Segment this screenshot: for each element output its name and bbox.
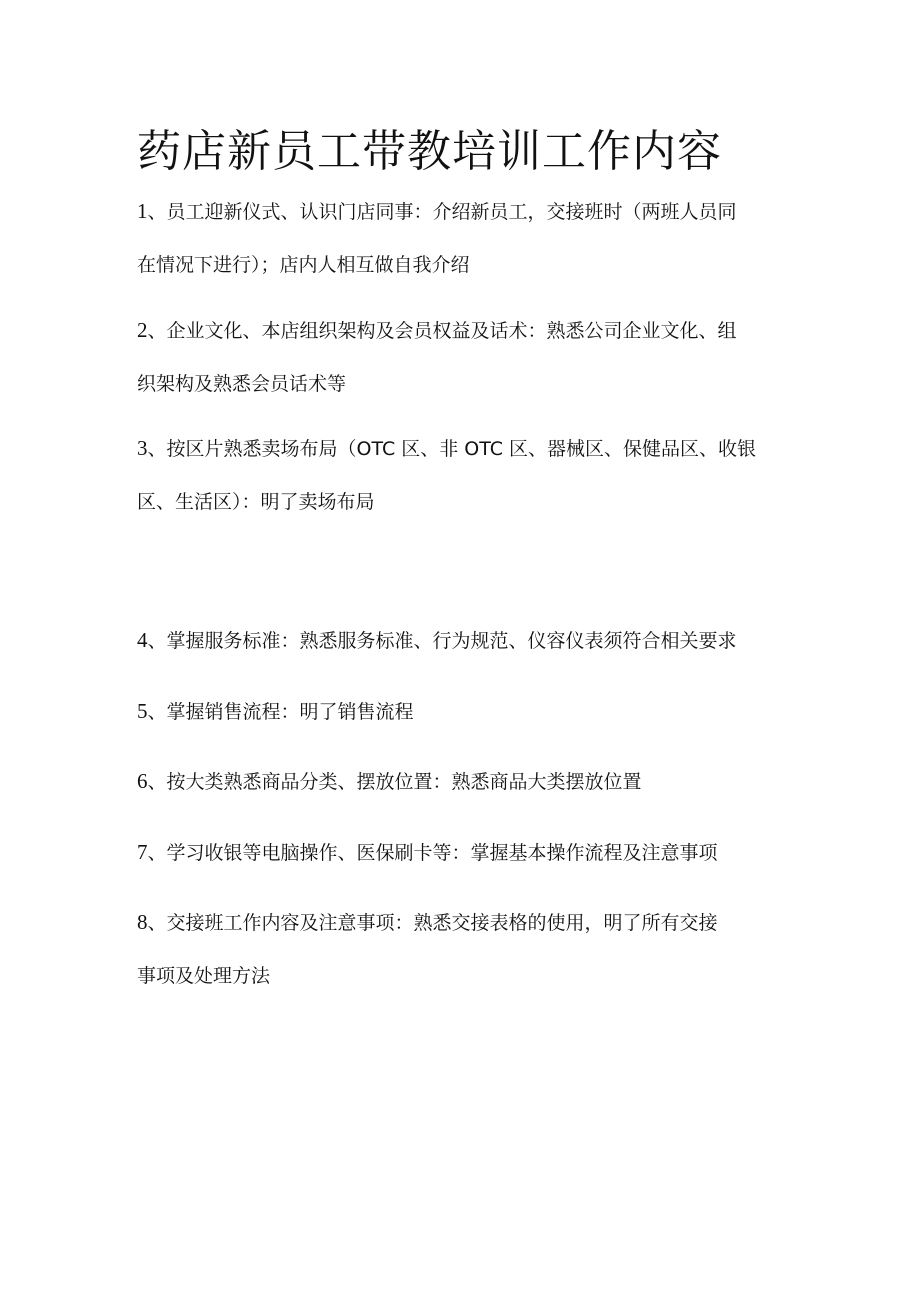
list-item-line [137,837,787,868]
list-item-line: 在情况下进行）；店内人相互做自我介绍 [137,254,470,276]
list-item-line [137,625,787,656]
item-text: 、掌握服务标准：熟悉服务标准、行为规范、仪容仪表须符合相关要求 [147,630,737,652]
list-item-line: 事项及处理方法 [137,965,271,987]
item-number: 5 [137,699,148,723]
item-number: 2 [137,318,148,342]
list-item-7 [137,837,787,868]
list-item-6 [137,766,787,797]
list-item-line [137,315,787,346]
list-item-2 [137,315,787,399]
item-text: 、交接班工作内容及注意事项：熟悉交接表格的使用，明了所有交接 [147,912,718,934]
item-number: 1 [137,199,148,223]
list-item-line [137,696,787,727]
item-text: 、按大类熟悉商品分类、摆放位置：熟悉商品大类摆放位置 [147,771,642,793]
item-number: 6 [137,769,148,793]
list-item-line: 区、生活区）：明了卖场布局 [137,491,375,513]
list-item-line [137,766,787,797]
item-text: 、企业文化、本店组织架构及会员权益及话术：熟悉公司企业文化、组 [147,320,737,342]
item-text: 、员工迎新仪式、认识门店同事：介绍新员工，交接班时（两班人员同 [147,201,737,223]
item-text: 、按区片熟悉卖场布局（OTC 区、非 OTC 区、器械区、保健品区、收银 [147,438,757,460]
list-item-line [137,196,787,227]
list-item-line: 织架构及熟悉会员话术等 [137,373,347,395]
item-text: 、学习收银等电脑操作、医保刷卡等：掌握基本操作流程及注意事项 [147,842,718,864]
item-number: 3 [137,436,148,460]
list-item-1 [137,196,787,280]
list-item-5 [137,696,787,727]
list-item-line [137,433,787,464]
document-title: 药店新员工带教培训工作内容 [137,126,722,177]
item-number: 8 [137,910,148,934]
item-number: 4 [137,628,148,652]
item-text: 、掌握销售流程：明了销售流程 [147,701,414,723]
list-item-3 [137,433,787,517]
list-item-8 [137,907,787,991]
item-number: 7 [137,840,148,864]
list-item-4 [137,625,787,656]
list-item-line [137,907,787,938]
